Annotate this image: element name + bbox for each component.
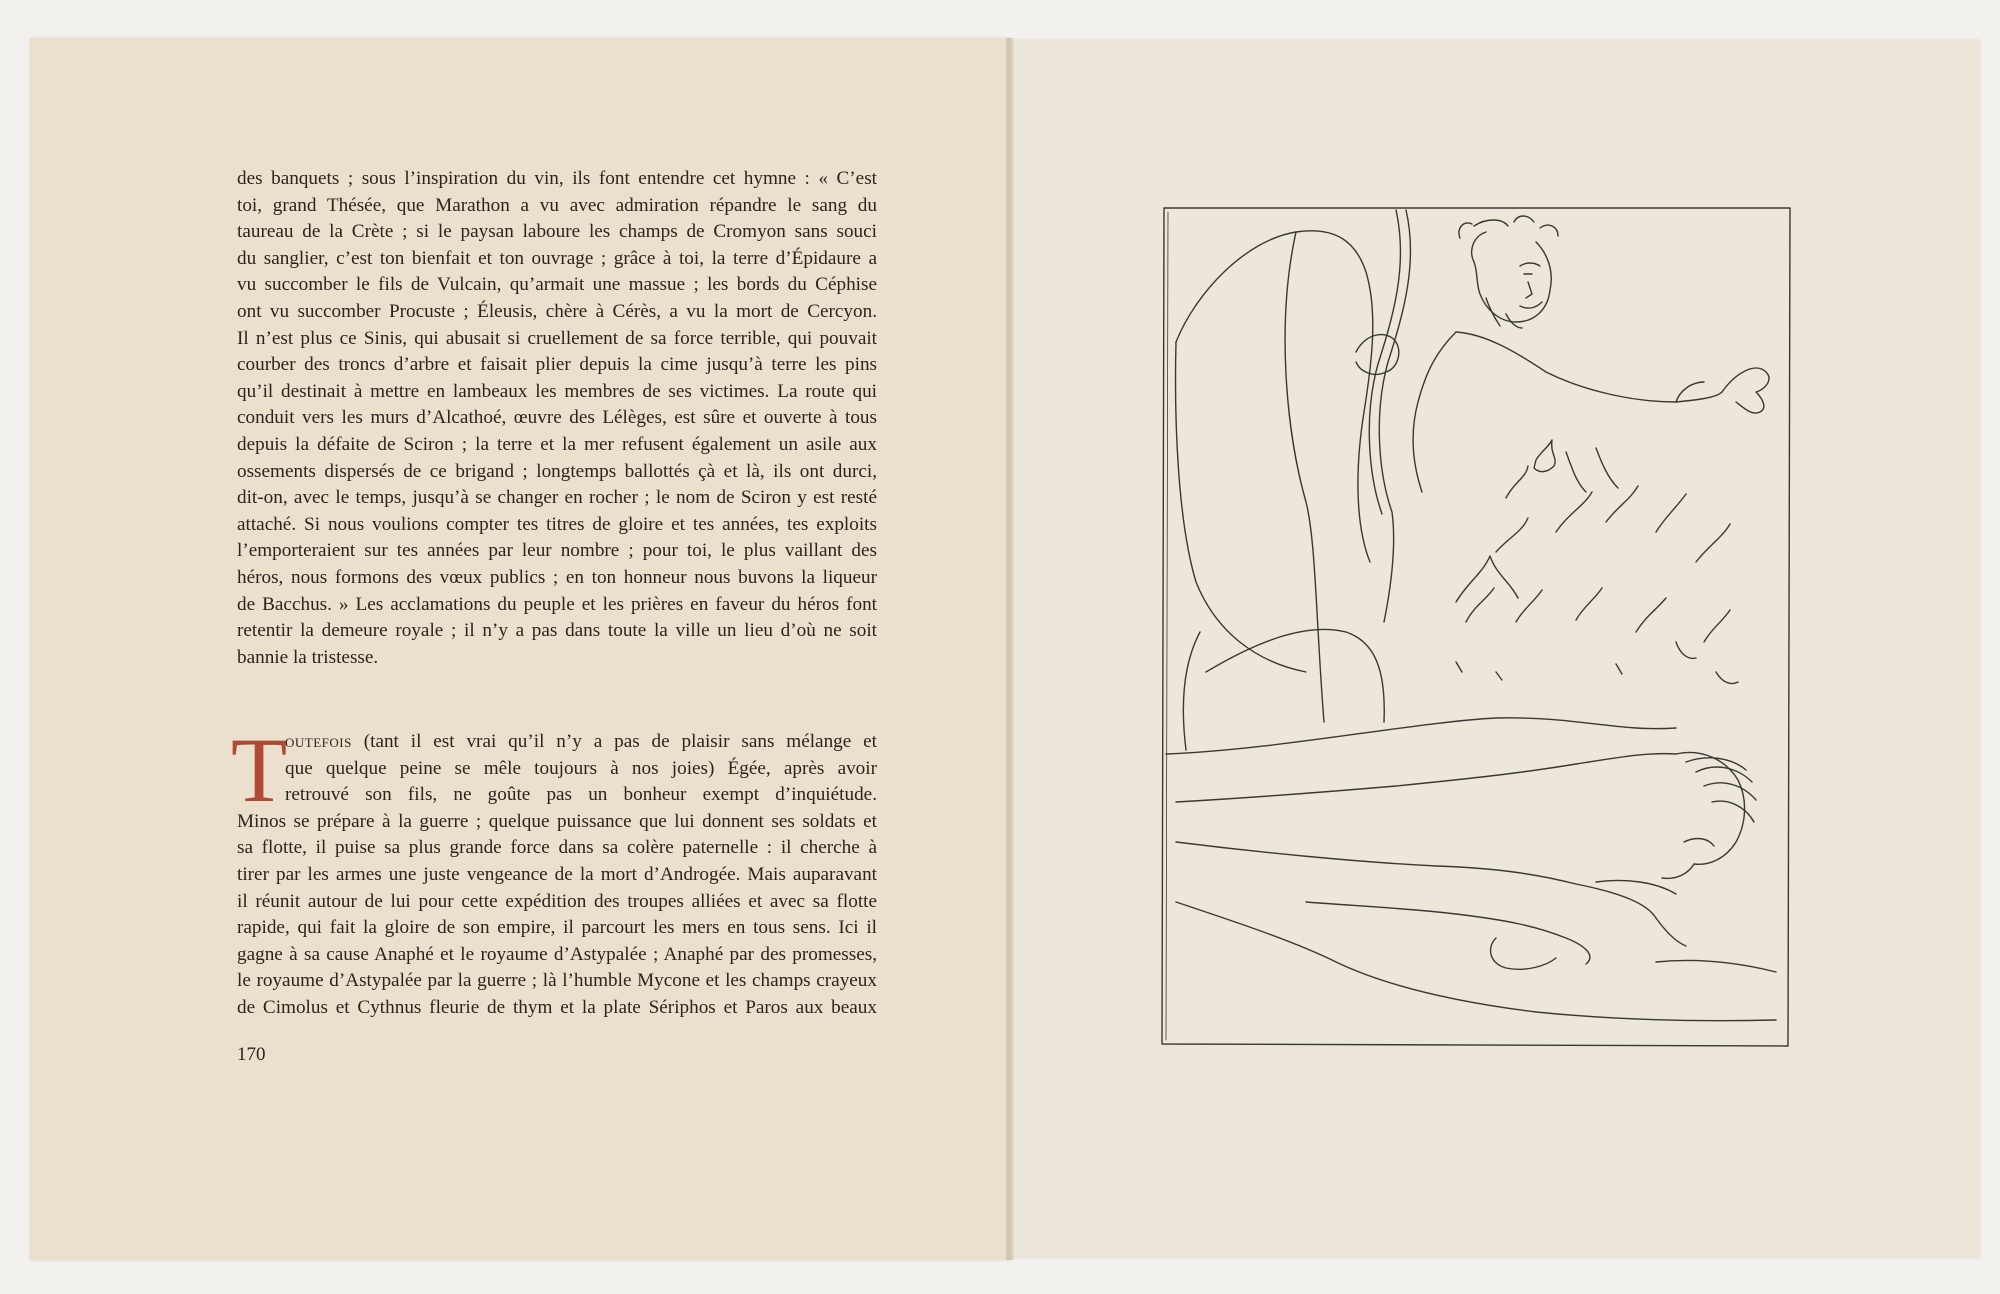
dropcap-word-rest: outefois: [285, 731, 352, 752]
reclining-figure: [1176, 754, 1676, 802]
paragraph-1-line: Il n’est plus ce Sinis, qui abusait si cruellement de sa force terrible, qui pouvait: [237, 327, 877, 349]
paragraph-2-line: tirer par les armes une juste vengeance de la mort d’Androgée. Mais auparavant: [237, 863, 877, 885]
reclining-arm: [1176, 842, 1656, 918]
paragraph-2-line: sa flotte, il puise sa plus grande force dans sa colère paternelle : il cherche à: [237, 837, 877, 859]
plate-frame: [1162, 208, 1790, 1046]
paragraph-2-line: [237, 729, 877, 756]
paragraph-2: [237, 729, 877, 1022]
paragraph-1-line: toi, grand Thésée, que Marathon a vu avec admiration répandre le sang du: [237, 194, 877, 216]
paragraph-2-line: gagne à sa cause Anaphé et le royaume d’Astypalée ; Anaphé par des promesses,: [237, 943, 877, 965]
paragraph-1-line: depuis la défaite de Sciron ; la terre et la mer refusent également un asile aux: [237, 433, 877, 455]
paragraph-1-line: attaché. Si nous voulions compter tes titres de gloire et tes années, tes exploits: [237, 513, 877, 535]
book-gutter: [1006, 38, 1014, 1260]
paragraph-2-line: rapide, qui fait la gloire de son empire, il parcourt les mers en tous sens. Ici il: [237, 917, 877, 939]
paragraph-1: [237, 166, 877, 671]
paragraph-2-line: Minos se prépare à la guerre ; quelque puissance que lui donnent ses soldats et: [237, 810, 877, 832]
paragraph-1-line: ont vu succomber Procuste ; Éleusis, chère à Cérès, a vu la mort de Cercyon.: [237, 300, 877, 322]
paragraph-2-line: le royaume d’Astypalée par la guerre ; là l’humble Mycone et les champs crayeux: [237, 970, 877, 992]
paragraph-2-line: que quelque peine se mêle toujours à nos joies) Égée, après avoir: [285, 757, 877, 779]
paragraph-1-line: l’emporteraient sur tes années par leur nombre ; pour toi, le plus vaillant des: [237, 540, 877, 562]
paragraph-1-line: héros, nous formons des vœux publics ; en ton honneur nous buvons la liqueur: [237, 566, 877, 588]
paragraph-2-line: il réunit autour de lui pour cette expédition des troupes alliées et avec sa flotte: [237, 890, 877, 912]
paragraph-1-line: des banquets ; sous l’inspiration du vin, ils font entendre cet hymne : « C’est: [237, 168, 877, 189]
paragraph-1-line: taureau de la Crète ; si le paysan laboure les champs de Cromyon sans souci: [237, 221, 877, 243]
paragraph-1-line: vu succomber le fils de Vulcain, qu’armait une massue ; les bords du Céphise: [237, 274, 877, 296]
etching-illustration: [1156, 202, 1796, 1052]
paragraph-2-line: retrouvé son fils, ne goûte pas un bonheur exempt d’inquiétude.: [285, 784, 877, 806]
drop-cap: T: [231, 719, 288, 821]
seated-figure-back: [1176, 231, 1373, 562]
ground-line: [1166, 718, 1676, 754]
page-number: 170: [237, 1044, 266, 1065]
bow-staff: [1379, 210, 1410, 622]
paragraph-1-line: de Bacchus. » Les acclamations du peuple et les prières en faveur du héros font: [237, 593, 877, 615]
paragraph-1-line: bannie la tristesse.: [237, 646, 379, 668]
bearded-head: [1472, 232, 1552, 322]
paragraph-1-line: dit-on, avec le temps, jusqu’à se changer en rocher ; le nom de Sciron y est resté: [237, 487, 877, 509]
paragraph-1-line: du sanglier, c’est ton bienfait et ton ouvrage ; grâce à toi, la terre d’Épidaure a: [237, 247, 877, 269]
foliage: [1534, 440, 1555, 472]
paragraph-1-line: courber des troncs d’arbre et faisait plier depuis la cime jusqu’à terre les pins: [237, 354, 877, 376]
paragraph-1-line: ossements dispersés de ce brigand ; longtemps ballottés çà et là, ils ont durci,: [237, 460, 877, 482]
paragraph-1-line: conduit vers les murs d’Alcathoé, œuvre des Lélèges, est sûre et ouverte à tous: [237, 407, 877, 429]
paragraph-2-line: de Cimolus et Cythnus fleurie de thym et la plate Sériphos et Paros aux beaux: [237, 996, 877, 1018]
paragraph-1-line: retentir la demeure royale ; il n’y a pas dans toute la ville un lieu d’où ne soit: [237, 620, 877, 642]
paragraph-1-line: qu’il destinait à mettre en lambeaux les membres de ses victimes. La route qui: [237, 380, 877, 402]
paragraph-2-first-line-text: (tant il est vrai qu’il n’y a pas de plaisir sans mélange et: [363, 731, 877, 752]
frame-inner-left: [1166, 212, 1168, 1040]
